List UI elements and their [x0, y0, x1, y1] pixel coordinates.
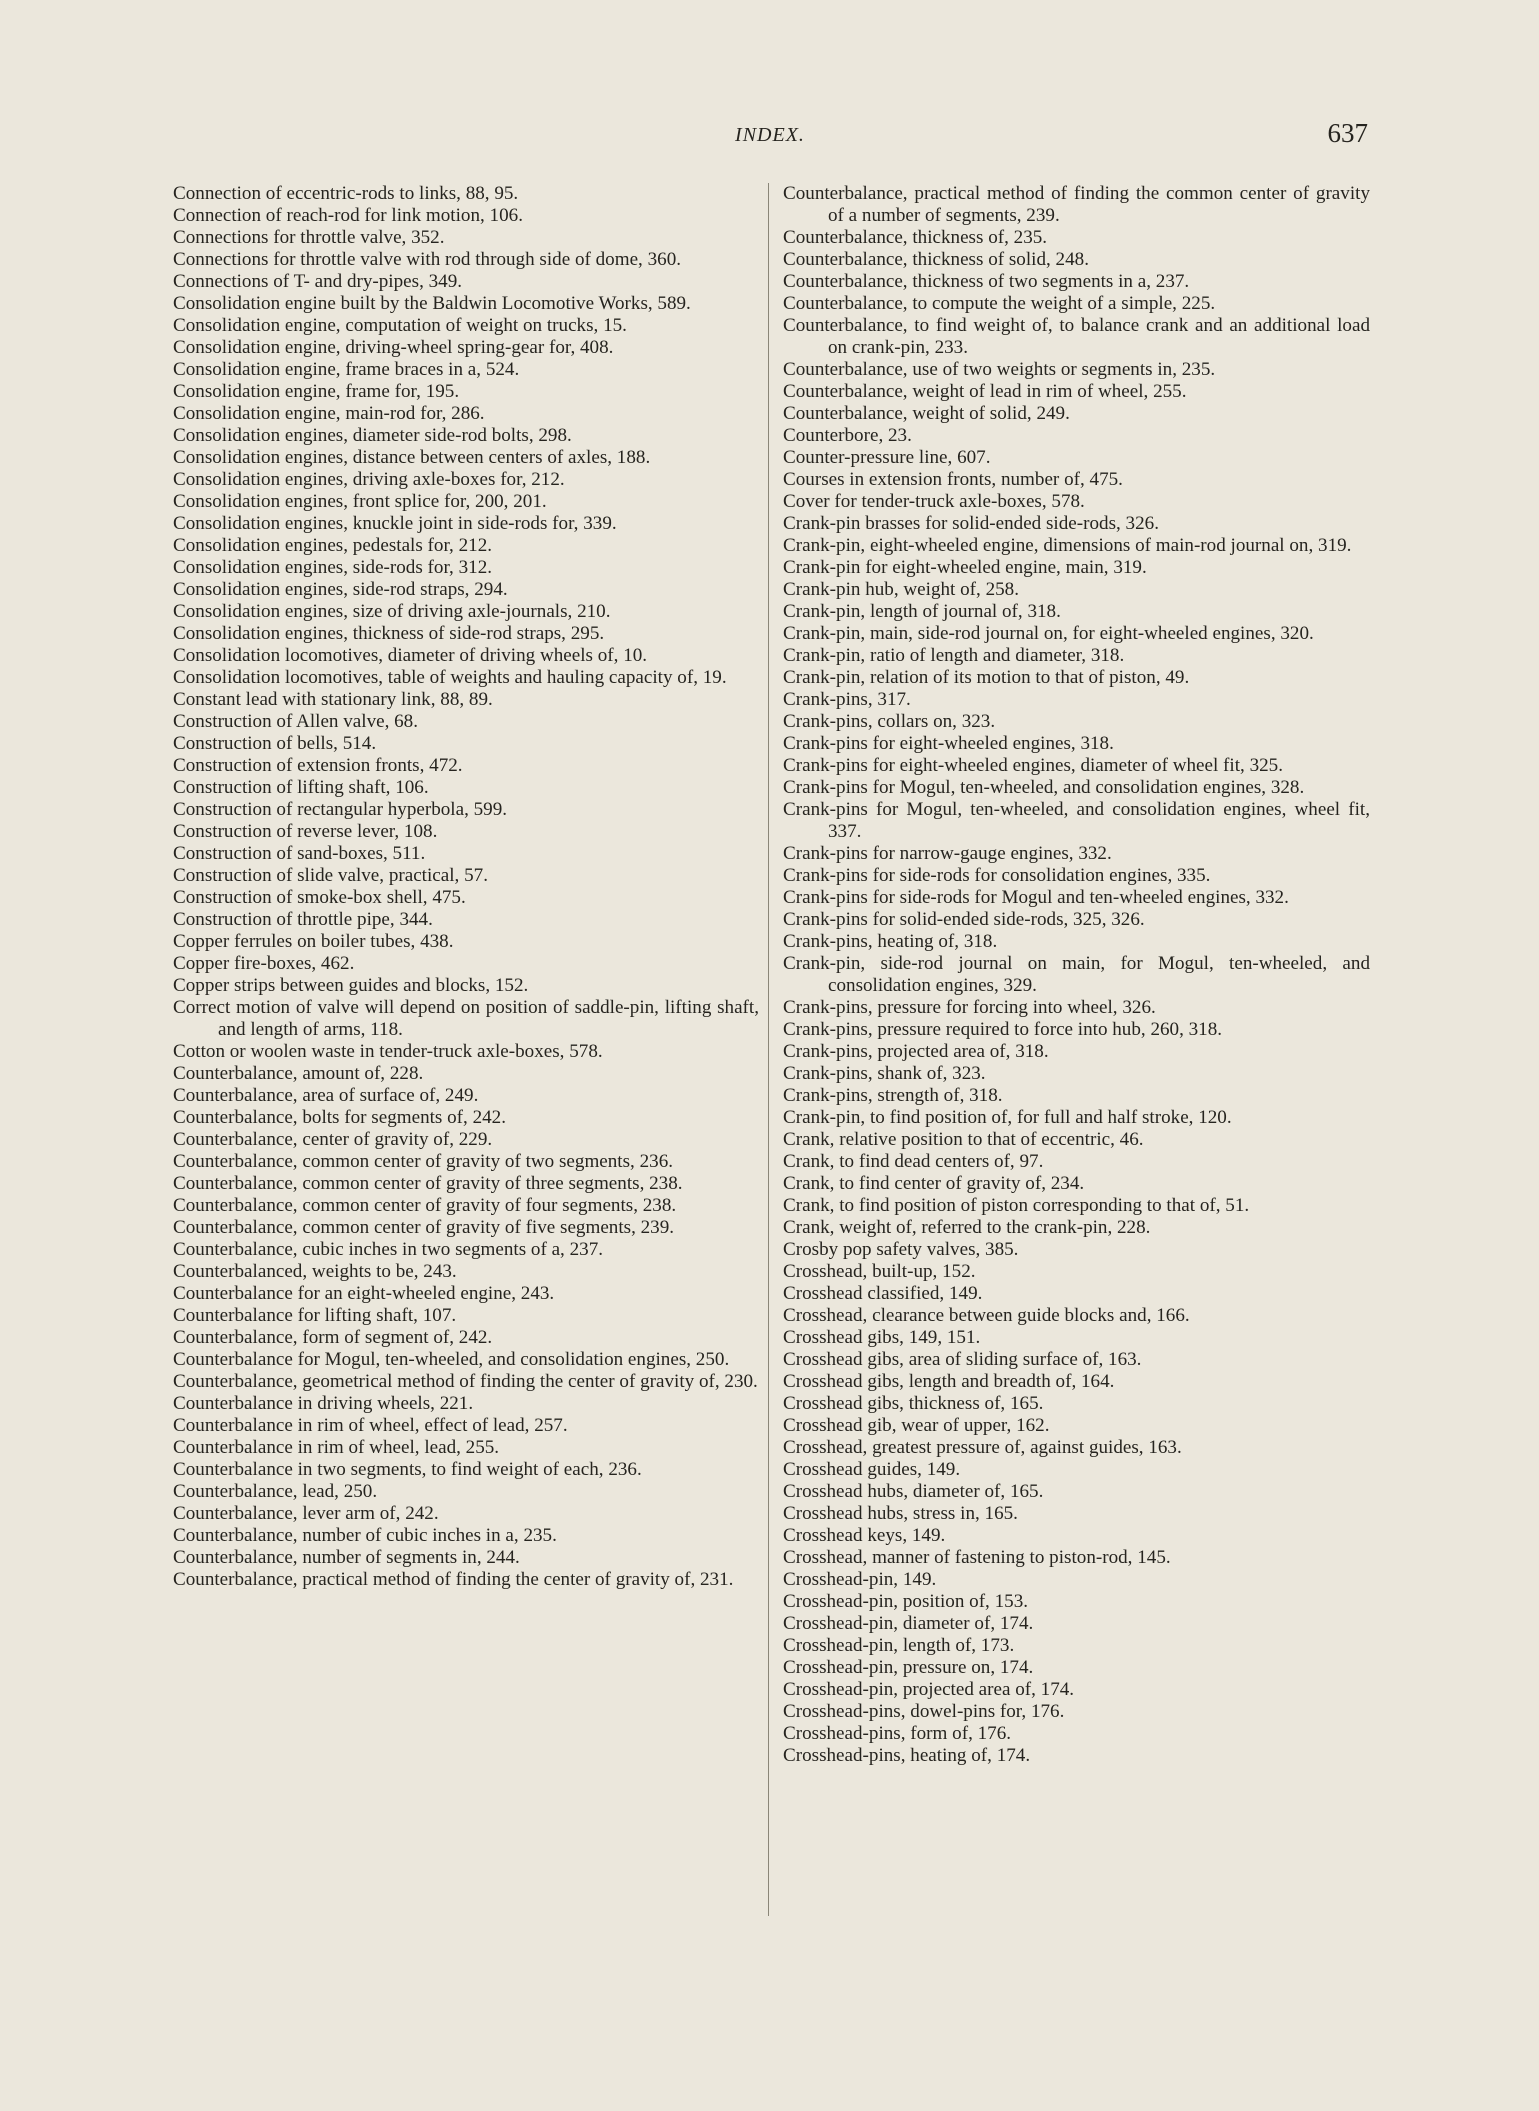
index-entry: Consolidation engine, frame for, 195.: [173, 381, 460, 402]
index-entry: Crosshead gibs, thickness of, 165.: [783, 1393, 1044, 1414]
index-entry: Crosshead gibs, length and breadth of, 164.: [783, 1371, 1115, 1392]
index-entry: Counterbalance in rim of wheel, effect of lead, 257.: [173, 1415, 568, 1436]
index-entry: Counterbalance, common center of gravity of two segments, 236.: [173, 1151, 674, 1172]
index-entry: Consolidation locomotives, table of weights and hauling capacity of, 19.: [173, 667, 727, 688]
index-entry: Counterbalance, geometrical method of finding the center of gravity of, 230.: [173, 1371, 758, 1392]
index-entry: Counterbalance, lever arm of, 242.: [173, 1503, 439, 1524]
index-entry: Construction of extension fronts, 472.: [173, 755, 463, 776]
index-entry: Correct motion of valve will depend on position of saddle-pin, lifting shaft, and length of arms, 118.: [173, 997, 759, 1040]
index-entry: Crosshead, built-up, 152.: [783, 1261, 976, 1282]
index-entry: Counterbalance, thickness of two segments in a, 237.: [783, 271, 1190, 292]
index-entry: Crosshead guides, 149.: [783, 1459, 961, 1480]
index-entry: Crank-pin, eight-wheeled engine, dimensions of main-rod journal on, 319.: [783, 535, 1352, 556]
index-entry: Crank-pins for side-rods for Mogul and ten-wheeled engines, 332.: [783, 887, 1289, 908]
index-entry: Consolidation engine, driving-wheel spring-gear for, 408.: [173, 337, 614, 358]
index-entry: Consolidation engine, computation of weight on trucks, 15.: [173, 315, 627, 336]
index-entry: Construction of lifting shaft, 106.: [173, 777, 429, 798]
index-entry: Crosshead-pin, pressure on, 174.: [783, 1657, 1034, 1678]
index-entry: Crosby pop safety valves, 385.: [783, 1239, 1019, 1260]
index-entry: Counterbalance for an eight-wheeled engine, 243.: [173, 1283, 555, 1304]
index-entry: Crank-pins, 317.: [783, 689, 911, 710]
index-entry: Consolidation engines, driving axle-boxes for, 212.: [173, 469, 565, 490]
running-title: INDEX.: [735, 124, 805, 146]
index-entry: Counterbalance in driving wheels, 221.: [173, 1393, 474, 1414]
index-entry: Crank-pins for Mogul, ten-wheeled, and consolidation engines, wheel fit, 337.: [783, 799, 1370, 842]
index-entry: Construction of sand-boxes, 511.: [173, 843, 426, 864]
index-entry: Counterbalance for lifting shaft, 107.: [173, 1305, 457, 1326]
index-entry: Crosshead hubs, diameter of, 165.: [783, 1481, 1044, 1502]
index-entry: Crank, to find center of gravity of, 234.: [783, 1173, 1085, 1194]
index-entry: Counterbalance, thickness of solid, 248.: [783, 249, 1089, 270]
index-entry: Consolidation engines, knuckle joint in side-rods for, 339.: [173, 513, 617, 534]
index-entry: Crank-pins for eight-wheeled engines, diameter of wheel fit, 325.: [783, 755, 1283, 776]
index-entry: Crank-pins, heating of, 318.: [783, 931, 998, 952]
index-entry: Crank-pins for eight-wheeled engines, 318.: [783, 733, 1114, 754]
index-entry: Crank, weight of, referred to the crank-pin, 228.: [783, 1217, 1151, 1238]
index-entry: Consolidation engines, side-rods for, 312.: [173, 557, 493, 578]
index-entry: Counterbalance, cubic inches in two segments of a, 237.: [173, 1239, 604, 1260]
index-entry: Crank-pins for narrow-gauge engines, 332.: [783, 843, 1112, 864]
index-entry: Crank-pins for Mogul, ten-wheeled, and consolidation engines, 328.: [783, 777, 1305, 798]
index-entry: Crosshead-pin, 149.: [783, 1569, 937, 1590]
index-entry: Construction of Allen valve, 68.: [173, 711, 419, 732]
index-entry: Consolidation engine built by the Baldwin Locomotive Works, 589.: [173, 293, 691, 314]
index-entry: Connection of reach-rod for link motion, 106.: [173, 205, 523, 226]
index-entry: Connections for throttle valve, 352.: [173, 227, 445, 248]
index-entry: Counterbalance, center of gravity of, 229.: [173, 1129, 493, 1150]
index-entry: Counterbalance, to find weight of, to balance crank and an additional load on crank-pin, 233.: [783, 315, 1370, 358]
index-entry: Crosshead-pins, dowel-pins for, 176.: [783, 1701, 1065, 1722]
index-entry: Crank-pins, strength of, 318.: [783, 1085, 1003, 1106]
index-entry: Crosshead, greatest pressure of, against guides, 163.: [783, 1437, 1182, 1458]
index-entry: Crosshead-pin, projected area of, 174.: [783, 1679, 1075, 1700]
index-entry: Counterbalance, use of two weights or segments in, 235.: [783, 359, 1216, 380]
index-entry: Crank, relative position to that of eccentric, 46.: [783, 1129, 1144, 1150]
index-column-right: [783, 183, 1370, 1767]
index-entry: Crank-pin, side-rod journal on main, for Mogul, ten-wheeled, and consolidation engines, 329.: [783, 953, 1370, 996]
index-entry: Consolidation engines, distance between centers of axles, 188.: [173, 447, 651, 468]
index-entry: Crank-pins for solid-ended side-rods, 325, 326.: [783, 909, 1145, 930]
index-entry: Counterbalance for Mogul, ten-wheeled, and consolidation engines, 250.: [173, 1349, 730, 1370]
index-entry: Crosshead-pins, form of, 176.: [783, 1723, 1012, 1744]
index-entry: Consolidation engines, side-rod straps, 294.: [173, 579, 508, 600]
index-entry: Crank-pin, ratio of length and diameter, 318.: [783, 645, 1125, 666]
index-entry: Crank-pin hub, weight of, 258.: [783, 579, 1019, 600]
index-entry: Construction of slide valve, practical, 57.: [173, 865, 488, 886]
index-entry: Consolidation engines, thickness of side-rod straps, 295.: [173, 623, 605, 644]
index-entry: Counterbalance, amount of, 228.: [173, 1063, 424, 1084]
column-divider: [768, 183, 769, 1916]
index-entry: Counterbalance in two segments, to find weight of each, 236.: [173, 1459, 642, 1480]
index-entry: Consolidation engines, pedestals for, 212.: [173, 535, 493, 556]
index-entry: Crank-pins for side-rods for consolidation engines, 335.: [783, 865, 1211, 886]
index-column-left: [173, 183, 759, 1591]
index-entry: Crosshead, manner of fastening to piston-rod, 145.: [783, 1547, 1171, 1568]
index-entry: Crosshead hubs, stress in, 165.: [783, 1503, 1018, 1524]
index-entry: Counterbore, 23.: [783, 425, 912, 446]
index-entry: Consolidation engine, main-rod for, 286.: [173, 403, 485, 424]
index-entry: Crank, to find position of piston corresponding to that of, 51.: [783, 1195, 1250, 1216]
index-entry: Crosshead classified, 149.: [783, 1283, 983, 1304]
page-header: [172, 118, 1368, 154]
index-entry: Crank-pins, collars on, 323.: [783, 711, 996, 732]
index-entry: Crank-pins, shank of, 323.: [783, 1063, 986, 1084]
index-entry: Construction of rectangular hyperbola, 599.: [173, 799, 508, 820]
index-entry: Consolidation engines, diameter side-rod bolts, 298.: [173, 425, 572, 446]
index-entry: Crank-pin, main, side-rod journal on, for eight-wheeled engines, 320.: [783, 623, 1314, 644]
index-entry: Crosshead keys, 149.: [783, 1525, 946, 1546]
index-entry: Crosshead-pin, position of, 153.: [783, 1591, 1029, 1612]
index-entry: Crosshead-pin, length of, 173.: [783, 1635, 1015, 1656]
index-entry: Cover for tender-truck axle-boxes, 578.: [783, 491, 1085, 512]
index-entry: Consolidation engines, front splice for, 200, 201.: [173, 491, 547, 512]
index-entry: Counterbalance, thickness of, 235.: [783, 227, 1048, 248]
index-entry: Counterbalance, area of surface of, 249.: [173, 1085, 479, 1106]
index-entry: Copper strips between guides and blocks, 152.: [173, 975, 529, 996]
index-entry: Crank-pin, length of journal of, 318.: [783, 601, 1061, 622]
index-entry: Counterbalance, to compute the weight of a simple, 225.: [783, 293, 1216, 314]
index-entry: Copper ferrules on boiler tubes, 438.: [173, 931, 454, 952]
page-number: 637: [1327, 118, 1368, 148]
index-entry: Counterbalance, practical method of finding the common center of gravity of a number of segments, 239.: [783, 183, 1370, 226]
index-entry: Counterbalance, weight of solid, 249.: [783, 403, 1070, 424]
index-entry: Crosshead-pins, heating of, 174.: [783, 1745, 1031, 1766]
index-entry: Counterbalanced, weights to be, 243.: [173, 1261, 457, 1282]
index-entry: Cotton or woolen waste in tender-truck axle-boxes, 578.: [173, 1041, 603, 1062]
index-entry: Consolidation engine, frame braces in a, 524.: [173, 359, 520, 380]
index-entry: Crank-pins, pressure required to force into hub, 260, 318.: [783, 1019, 1223, 1040]
index-entry: Connections of T- and dry-pipes, 349.: [173, 271, 463, 292]
index-entry: Crank-pins, projected area of, 318.: [783, 1041, 1049, 1062]
index-entry: Connection of eccentric-rods to links, 88, 95.: [173, 183, 519, 204]
index-entry: Counterbalance in rim of wheel, lead, 255.: [173, 1437, 500, 1458]
index-entry: Crosshead gibs, 149, 151.: [783, 1327, 981, 1348]
index-entry: Crosshead, clearance between guide blocks and, 166.: [783, 1305, 1190, 1326]
index-entry: Counterbalance, common center of gravity of four segments, 238.: [173, 1195, 677, 1216]
index-entry: Counterbalance, common center of gravity of five segments, 239.: [173, 1217, 675, 1238]
index-entry: Counterbalance, weight of lead in rim of wheel, 255.: [783, 381, 1187, 402]
index-entry: Consolidation locomotives, diameter of driving wheels of, 10.: [173, 645, 648, 666]
index-entry: Counter-pressure line, 607.: [783, 447, 991, 468]
index-entry: Crosshead-pin, diameter of, 174.: [783, 1613, 1034, 1634]
index-entry: Crank, to find dead centers of, 97.: [783, 1151, 1044, 1172]
index-entry: Counterbalance, practical method of finding the center of gravity of, 231.: [173, 1569, 734, 1590]
index-entry: Construction of throttle pipe, 344.: [173, 909, 433, 930]
index-entry: Crank-pin, to find position of, for full and half stroke, 120.: [783, 1107, 1232, 1128]
index-entry: Crank-pin, relation of its motion to that of piston, 49.: [783, 667, 1190, 688]
index-entry: Counterbalance, form of segment of, 242.: [173, 1327, 493, 1348]
index-entry: Counterbalance, lead, 250.: [173, 1481, 378, 1502]
index-entry: Counterbalance, number of cubic inches in a, 235.: [173, 1525, 557, 1546]
index-entry: Construction of bells, 514.: [173, 733, 377, 754]
index-entry: Connections for throttle valve with rod through side of dome, 360.: [173, 249, 682, 270]
index-entry: Crank-pins, pressure for forcing into wheel, 326.: [783, 997, 1156, 1018]
index-entry: Crosshead gibs, area of sliding surface of, 163.: [783, 1349, 1142, 1370]
index-entry: Counterbalance, bolts for segments of, 242.: [173, 1107, 507, 1128]
index-entry: Constant lead with stationary link, 88, 89.: [173, 689, 493, 710]
index-entry: Crank-pin brasses for solid-ended side-rods, 326.: [783, 513, 1159, 534]
index-entry: Crosshead gib, wear of upper, 162.: [783, 1415, 1050, 1436]
index-entry: Copper fire-boxes, 462.: [173, 953, 355, 974]
index-entry: Counterbalance, number of segments in, 244.: [173, 1547, 520, 1568]
index-entry: Crank-pin for eight-wheeled engine, main, 319.: [783, 557, 1147, 578]
index-entry: Construction of reverse lever, 108.: [173, 821, 438, 842]
index-entry: Construction of smoke-box shell, 475.: [173, 887, 466, 908]
index-entry: Courses in extension fronts, number of, 475.: [783, 469, 1123, 490]
index-entry: Consolidation engines, size of driving axle-journals, 210.: [173, 601, 611, 622]
index-entry: Counterbalance, common center of gravity of three segments, 238.: [173, 1173, 683, 1194]
